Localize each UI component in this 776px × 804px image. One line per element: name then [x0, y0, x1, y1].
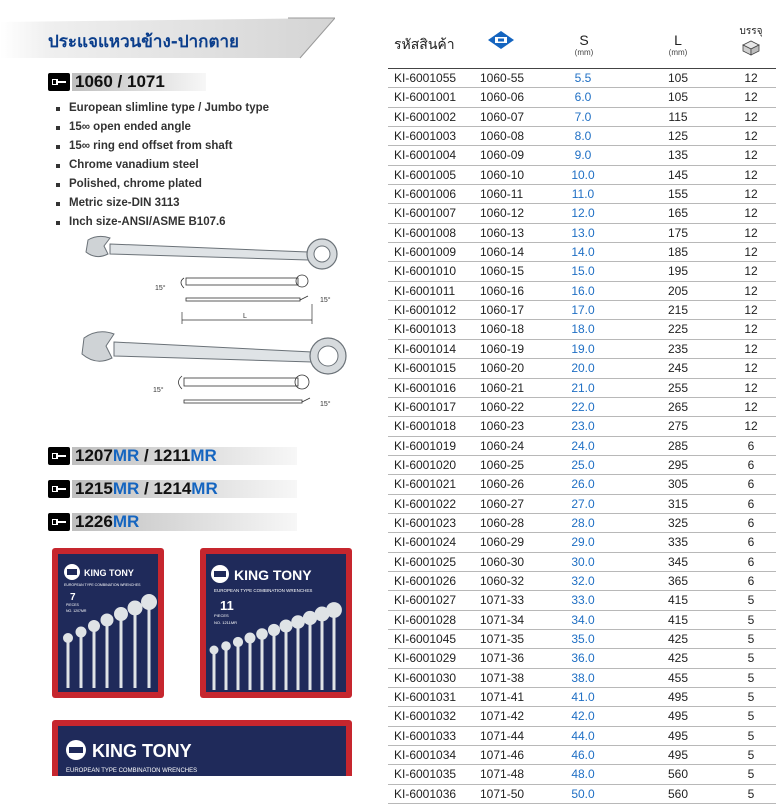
- table-row: [388, 727, 776, 746]
- table-cell: 560: [667, 786, 689, 801]
- table-row: [388, 204, 776, 223]
- kit-subtitle: EUROPEAN TYPE COMBINATION WRENCHES: [214, 588, 313, 593]
- table-cell: 12: [744, 283, 758, 298]
- table-cell: 1060-21: [480, 380, 525, 395]
- table-cell: 48.0: [571, 767, 595, 782]
- table-cell: 38.0: [571, 670, 595, 685]
- kit-subtitle: EUROPEAN TYPE COMBINATION WRENCHES: [64, 583, 141, 587]
- table-row: [388, 649, 776, 668]
- table-cell: 1060-15: [480, 264, 525, 279]
- table-cell: 325: [667, 515, 689, 530]
- table-cell: 5: [747, 690, 755, 704]
- table-cell: 5: [747, 786, 755, 801]
- table-row: [388, 785, 776, 804]
- table-cell: 6.0: [574, 90, 592, 105]
- table-cell: KI-6001026: [394, 573, 457, 588]
- kit-count: 7: [70, 592, 76, 603]
- table-cell: 285: [667, 438, 689, 453]
- table-cell: 6: [747, 496, 755, 511]
- table-cell: 33.0: [571, 593, 595, 608]
- table-cell: KI-6001023: [394, 515, 457, 530]
- table-cell: 26.0: [571, 477, 595, 492]
- table-cell: 235: [667, 341, 689, 356]
- feature-item: 15∞ open ended angle: [56, 118, 269, 137]
- table-row: [388, 243, 776, 262]
- table-row: [388, 262, 776, 281]
- table-cell: 12: [744, 187, 758, 202]
- table-cell: 1060-09: [480, 148, 525, 163]
- table-cell: 12: [744, 109, 758, 124]
- wrench-icon: [48, 447, 70, 465]
- bullet-icon: [56, 164, 60, 168]
- table-row: [388, 553, 776, 572]
- table-cell: 12: [744, 206, 758, 221]
- table-cell: 1060-25: [480, 457, 525, 472]
- table-cell: 1060-11: [480, 187, 524, 202]
- kit-model: NO. 1211MR: [214, 620, 238, 625]
- table-cell: 6: [747, 535, 755, 550]
- table-cell: 345: [667, 554, 689, 569]
- wrench-icon: [48, 73, 70, 91]
- table-cell: 21.0: [571, 380, 595, 395]
- table-cell: 12: [744, 167, 758, 182]
- table-cell: 495: [667, 709, 689, 724]
- table-cell: 495: [667, 690, 689, 704]
- table-row: [388, 514, 776, 533]
- table-row: [388, 127, 776, 146]
- table-cell: 195: [667, 264, 689, 279]
- series-title: 1060 / 1071: [75, 72, 165, 91]
- table-cell: 1060-24: [480, 438, 525, 453]
- table-cell: KI-6001010: [394, 264, 457, 279]
- table-cell: 165: [667, 206, 689, 221]
- feature-item: Inch size-ANSI/ASME B107.6: [56, 213, 269, 232]
- table-cell: 495: [667, 728, 689, 743]
- page-title-banner: [0, 16, 335, 60]
- feature-item: European slimline type / Jumbo type: [56, 99, 269, 118]
- table-row: [388, 591, 776, 610]
- header-l: L (mm): [668, 32, 688, 57]
- table-cell: 5: [747, 631, 755, 646]
- table-row: [388, 630, 776, 649]
- table-cell: 7.0: [574, 109, 592, 124]
- table-cell: 6: [747, 457, 755, 472]
- table-cell: KI-6001005: [394, 167, 457, 182]
- open-angle-label-2: 15°: [153, 387, 164, 394]
- wrench-illustration-2: [82, 332, 346, 374]
- table-cell: 155: [667, 187, 689, 202]
- series-title: 1215MR / 1214MR: [75, 479, 218, 498]
- table-row: [388, 108, 776, 127]
- feature-item: 15∞ ring end offset from shaft: [56, 137, 269, 156]
- kit-count-label: PIECES: [214, 613, 229, 618]
- table-cell: 41.0: [571, 690, 595, 704]
- table-cell: 145: [667, 167, 689, 182]
- table-cell: 1071-33: [480, 593, 525, 608]
- table-cell: 12: [744, 419, 758, 434]
- table-cell: KI-6001019: [394, 438, 457, 453]
- table-cell: 225: [667, 322, 689, 337]
- feature-list: [56, 99, 269, 232]
- table-cell: 27.0: [571, 496, 595, 511]
- feature-item: Chrome vanadium steel: [56, 156, 269, 175]
- table-cell: 455: [667, 670, 689, 685]
- table-cell: 12: [744, 264, 758, 279]
- bullet-icon: [56, 183, 60, 187]
- table-row: [388, 572, 776, 591]
- bullet-icon: [56, 145, 60, 149]
- king-tony-logo-icon: [486, 30, 516, 50]
- table-cell: 1060-32: [480, 573, 525, 588]
- table-cell: 12: [744, 380, 758, 395]
- table-cell: 5: [747, 728, 755, 743]
- table-cell: 215: [667, 303, 689, 318]
- table-cell: 415: [667, 593, 689, 608]
- table-cell: 175: [667, 225, 689, 240]
- dimension-diagram-1: [155, 275, 331, 324]
- table-row: [388, 320, 776, 339]
- table-row: [388, 669, 776, 688]
- table-cell: 1060-16: [480, 283, 525, 298]
- table-cell: KI-6001018: [394, 419, 457, 434]
- table-row: [388, 707, 776, 726]
- table-cell: 105: [667, 90, 689, 105]
- table-cell: 5: [747, 767, 755, 782]
- table-row: [388, 398, 776, 417]
- table-cell: 1060-18: [480, 322, 525, 337]
- table-cell: 495: [667, 748, 689, 763]
- table-cell: KI-6001028: [394, 612, 457, 627]
- series-heading-1226: [48, 512, 139, 532]
- kit-photo-set-3: [52, 720, 352, 776]
- table-header: [388, 18, 776, 69]
- table-cell: 295: [667, 457, 689, 472]
- table-cell: 6: [747, 515, 755, 530]
- table-cell: 1060-27: [480, 496, 525, 511]
- series-heading-1207-1211: [48, 446, 217, 466]
- table-cell: 1060-26: [480, 477, 525, 492]
- table-cell: 1060-29: [480, 535, 525, 550]
- table-cell: 6: [747, 573, 755, 588]
- table-cell: KI-6001021: [394, 477, 457, 492]
- table-cell: KI-6001008: [394, 225, 457, 240]
- bullet-icon: [56, 107, 60, 111]
- table-cell: KI-6001055: [394, 71, 457, 85]
- table-cell: 560: [667, 767, 689, 782]
- table-cell: 42.0: [571, 709, 595, 724]
- table-cell: KI-6001004: [394, 148, 457, 163]
- table-cell: 1071-34: [480, 612, 525, 627]
- table-cell: 12: [744, 129, 758, 144]
- table-cell: 12: [744, 303, 758, 318]
- table-cell: 135: [667, 148, 689, 163]
- table-cell: KI-6001032: [394, 709, 457, 724]
- open-angle-label: 15°: [155, 285, 166, 292]
- wrench-icon: [48, 480, 70, 498]
- table-cell: 12.0: [571, 206, 595, 221]
- table-cell: 1060-20: [480, 361, 525, 376]
- table-cell: 6: [747, 477, 755, 492]
- table-cell: 10.0: [571, 167, 595, 182]
- table-cell: 315: [667, 496, 689, 511]
- feature-item: Metric size-DIN 3113: [56, 194, 269, 213]
- table-cell: 365: [667, 573, 689, 588]
- kit-brand: KING TONY: [92, 741, 192, 761]
- table-cell: KI-6001002: [394, 109, 457, 124]
- table-row: [388, 417, 776, 436]
- table-cell: 12: [744, 225, 758, 240]
- table-cell: 1060-07: [480, 109, 525, 124]
- table-cell: 25.0: [571, 457, 595, 472]
- table-cell: 50.0: [571, 786, 595, 801]
- table-cell: 275: [667, 419, 689, 434]
- table-row: [388, 533, 776, 552]
- bullet-icon: [56, 126, 60, 130]
- table-row: [388, 224, 776, 243]
- wrench-icon: [48, 513, 70, 531]
- offset-angle-label-2: 15°: [320, 401, 331, 408]
- table-row: [388, 495, 776, 514]
- table-row: [388, 765, 776, 784]
- table-cell: 1071-42: [480, 709, 525, 724]
- table-cell: 1071-44: [480, 728, 525, 743]
- table-cell: 305: [667, 477, 689, 492]
- bullet-icon: [56, 202, 60, 206]
- table-row: [388, 185, 776, 204]
- table-row: [388, 746, 776, 765]
- table-cell: 14.0: [571, 245, 595, 260]
- table-row: [388, 688, 776, 707]
- table-cell: 5: [747, 709, 755, 724]
- series-title: 1207MR / 1211MR: [75, 446, 217, 465]
- table-cell: 6: [747, 554, 755, 569]
- series-heading-1215-1214: [48, 479, 218, 499]
- table-cell: 11.0: [571, 187, 595, 202]
- table-cell: 5: [747, 748, 755, 763]
- table-cell: KI-6001017: [394, 399, 457, 414]
- table-cell: 5.5: [574, 71, 592, 85]
- table-cell: 1060-23: [480, 419, 525, 434]
- table-body: [388, 69, 776, 804]
- table-cell: 1060-17: [480, 303, 525, 318]
- table-row: [388, 437, 776, 456]
- table-cell: 1060-55: [480, 71, 525, 85]
- table-cell: KI-6001003: [394, 129, 457, 144]
- table-cell: KI-6001030: [394, 670, 457, 685]
- table-row: [388, 69, 776, 88]
- table-cell: 1071-36: [480, 651, 525, 666]
- table-cell: 1060-28: [480, 515, 525, 530]
- table-cell: 17.0: [571, 303, 595, 318]
- kit-photo-1211mr: [200, 548, 352, 698]
- table-cell: 12: [744, 322, 758, 337]
- table-cell: 425: [667, 651, 689, 666]
- header-product-code: รหัสสินค้า: [394, 37, 455, 53]
- table-cell: KI-6001031: [394, 690, 457, 704]
- kit-count-label: PIECES: [66, 603, 79, 607]
- table-cell: 15.0: [571, 264, 595, 279]
- table-cell: 5: [747, 593, 755, 608]
- table-cell: KI-6001001: [394, 90, 457, 105]
- table-cell: 415: [667, 612, 689, 627]
- table-cell: 30.0: [571, 554, 595, 569]
- table-row: [388, 88, 776, 107]
- table-cell: 115: [668, 109, 688, 124]
- wrench-dimension-diagram: [80, 232, 350, 432]
- table-cell: KI-6001016: [394, 380, 457, 395]
- table-cell: 245: [667, 361, 689, 376]
- table-cell: KI-6001022: [394, 496, 457, 511]
- page-title: ประแจแหวนข้าง-ปากตาย: [48, 32, 240, 52]
- header-model: [486, 30, 516, 55]
- table-row: [388, 146, 776, 165]
- table-cell: 20.0: [571, 361, 595, 376]
- table-cell: KI-6001025: [394, 554, 457, 569]
- table-cell: 19.0: [571, 341, 595, 356]
- table-cell: 255: [667, 380, 689, 395]
- table-cell: 46.0: [571, 748, 595, 763]
- table-cell: KI-6001020: [394, 457, 457, 472]
- length-label: L: [243, 313, 247, 320]
- table-cell: 12: [744, 399, 758, 414]
- table-cell: 12: [744, 90, 758, 105]
- table-cell: 35.0: [571, 631, 595, 646]
- kit-brand: KING TONY: [84, 568, 134, 578]
- table-cell: 16.0: [571, 283, 595, 298]
- table-cell: 205: [667, 283, 689, 298]
- table-cell: KI-6001034: [394, 748, 457, 763]
- offset-angle-label: 15°: [320, 297, 331, 304]
- table-cell: 28.0: [571, 515, 595, 530]
- header-quantity: บรรจุ: [731, 24, 771, 61]
- table-cell: KI-6001009: [394, 245, 457, 260]
- table-cell: 6: [747, 438, 755, 453]
- table-cell: KI-6001015: [394, 361, 457, 376]
- feature-item: Polished, chrome plated: [56, 175, 269, 194]
- table-cell: KI-6001033: [394, 728, 457, 743]
- table-cell: 1060-19: [480, 341, 525, 356]
- table-row: [388, 166, 776, 185]
- table-cell: 9.0: [574, 148, 592, 163]
- table-cell: 44.0: [571, 728, 595, 743]
- series-heading-1060-1071: [48, 72, 165, 92]
- table-cell: 34.0: [571, 612, 595, 627]
- wrench-illustration-1: [86, 236, 337, 269]
- table-cell: 1071-38: [480, 670, 525, 685]
- table-cell: 36.0: [571, 651, 595, 666]
- table-cell: 12: [744, 71, 758, 85]
- table-cell: 18.0: [571, 322, 595, 337]
- table-cell: 1060-30: [480, 554, 525, 569]
- table-cell: 12: [744, 148, 758, 163]
- bullet-icon: [56, 221, 60, 225]
- table-cell: KI-6001029: [394, 651, 457, 666]
- table-cell: KI-6001045: [394, 631, 457, 646]
- product-table: [388, 18, 776, 804]
- table-cell: 125: [667, 129, 689, 144]
- kit-photo-1207mr: [52, 548, 164, 698]
- table-cell: 5: [747, 651, 755, 666]
- table-cell: 12: [744, 341, 758, 356]
- table-cell: 5: [747, 670, 755, 685]
- table-cell: 1060-14: [480, 245, 525, 260]
- table-row: [388, 282, 776, 301]
- table-cell: KI-6001024: [394, 535, 457, 550]
- series-title: 1226MR: [75, 512, 140, 531]
- table-cell: 1071-35: [480, 631, 525, 646]
- kit-subtitle: EUROPEAN TYPE COMBINATION WRENCHES: [66, 768, 198, 774]
- table-cell: 23.0: [571, 419, 595, 434]
- table-row: [388, 611, 776, 630]
- table-cell: 1071-48: [480, 767, 525, 782]
- table-cell: KI-6001014: [394, 341, 457, 356]
- kit-count: 11: [220, 598, 234, 613]
- table-row: [388, 379, 776, 398]
- table-row: [388, 340, 776, 359]
- table-cell: KI-6001013: [394, 322, 457, 337]
- dimension-diagram-2: [153, 375, 331, 408]
- table-cell: 8.0: [574, 129, 592, 144]
- table-cell: 32.0: [571, 573, 595, 588]
- table-cell: KI-6001036: [394, 786, 457, 801]
- table-row: [388, 301, 776, 320]
- table-cell: KI-6001011: [394, 283, 456, 298]
- header-s: S (mm): [574, 32, 594, 57]
- kit-model: NO. 1207MR: [66, 609, 87, 613]
- table-cell: 185: [667, 245, 689, 260]
- table-cell: 13.0: [571, 225, 595, 240]
- table-cell: 24.0: [571, 438, 595, 453]
- table-cell: 1071-41: [480, 690, 525, 704]
- table-cell: KI-6001007: [394, 206, 457, 221]
- table-row: [388, 475, 776, 494]
- table-cell: 1060-12: [480, 206, 525, 221]
- table-cell: KI-6001035: [394, 767, 457, 782]
- table-cell: KI-6001006: [394, 187, 457, 202]
- table-cell: 29.0: [571, 535, 595, 550]
- table-cell: 265: [667, 399, 689, 414]
- package-box-icon: [740, 40, 762, 56]
- table-row: [388, 456, 776, 475]
- table-cell: 1071-50: [480, 786, 525, 801]
- table-cell: 22.0: [571, 399, 595, 414]
- table-cell: 425: [667, 631, 689, 646]
- table-cell: 1060-08: [480, 129, 525, 144]
- table-cell: 1060-22: [480, 399, 525, 414]
- table-row: [388, 359, 776, 378]
- table-cell: KI-6001027: [394, 593, 457, 608]
- table-cell: 1060-13: [480, 225, 525, 240]
- table-cell: 105: [667, 71, 689, 85]
- table-cell: 1060-10: [480, 167, 525, 182]
- table-cell: 1071-46: [480, 748, 525, 763]
- table-cell: KI-6001012: [394, 303, 457, 318]
- table-cell: 12: [744, 245, 758, 260]
- table-cell: 5: [747, 612, 755, 627]
- table-cell: 12: [744, 361, 758, 376]
- table-cell: 1060-06: [480, 90, 525, 105]
- kit-brand: KING TONY: [234, 567, 312, 583]
- table-cell: 335: [667, 535, 689, 550]
